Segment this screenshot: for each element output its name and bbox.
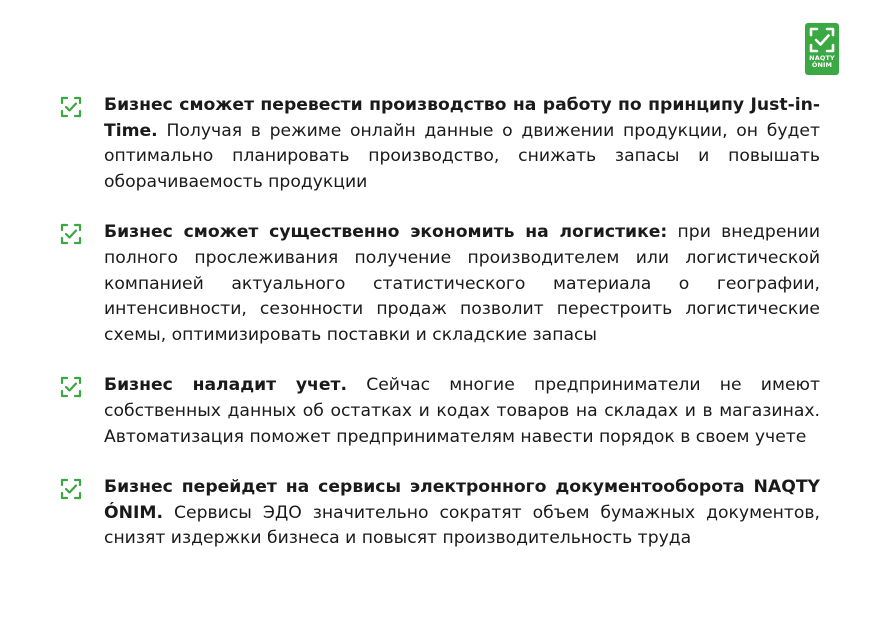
list-item-text (104, 475, 820, 552)
list-item-heading: Бизнес сможет перевести производство на работу по принципу Just-in-Time. (104, 95, 820, 141)
logo-text-line2: ÓNIM (811, 61, 833, 69)
list-item-body: Сервисы ЭДО значительно сократят объем бумажных документов, снизят издержки бизнеса и повысят производительность труда (104, 502, 820, 549)
list-item-text (104, 220, 820, 348)
list-item-body: Сейчас многие предприниматели не имеют собственных данных об остатках и кодах товаров на складах и в магазинах. Автоматизация поможет предпринимателям навести порядок в своем учете (104, 375, 820, 447)
list-item (60, 475, 820, 552)
list-item-heading: Бизнес перейдет на сервисы электронного документооборота NAQTY ÓNIM. (104, 477, 820, 523)
check-bullet-icon (60, 376, 82, 398)
list-item (60, 93, 820, 195)
list-item-body: при внедрении полного прослеживания получение производителем или логистической компанией актуального статистического материала о географии, интенсивности, сезонности продаж позволит перестроить логистические схемы, оптимизировать поставки и складские запасы (104, 222, 820, 345)
naqty-onim-logo (805, 23, 839, 75)
bullet-list (60, 93, 820, 577)
list-item-text (104, 373, 820, 450)
check-frame-icon (809, 27, 835, 53)
list-item-heading: Бизнес сможет существенно экономить на логистике: (104, 222, 668, 243)
check-bullet-icon (60, 223, 82, 245)
logo-text-line1: NAQTY (809, 54, 835, 62)
check-bullet-icon (60, 478, 82, 500)
check-bullet-icon (60, 96, 82, 118)
list-item-body: Получая в режиме онлайн данные о движении продукции, он будет оптимально планировать производство, снижать запасы и повышать оборачиваемость продукции (104, 120, 820, 192)
list-item (60, 373, 820, 450)
list-item-heading: Бизнес наладит учет. (104, 375, 348, 396)
logo-text (809, 55, 835, 69)
list-item (60, 220, 820, 348)
list-item-text (104, 93, 820, 195)
